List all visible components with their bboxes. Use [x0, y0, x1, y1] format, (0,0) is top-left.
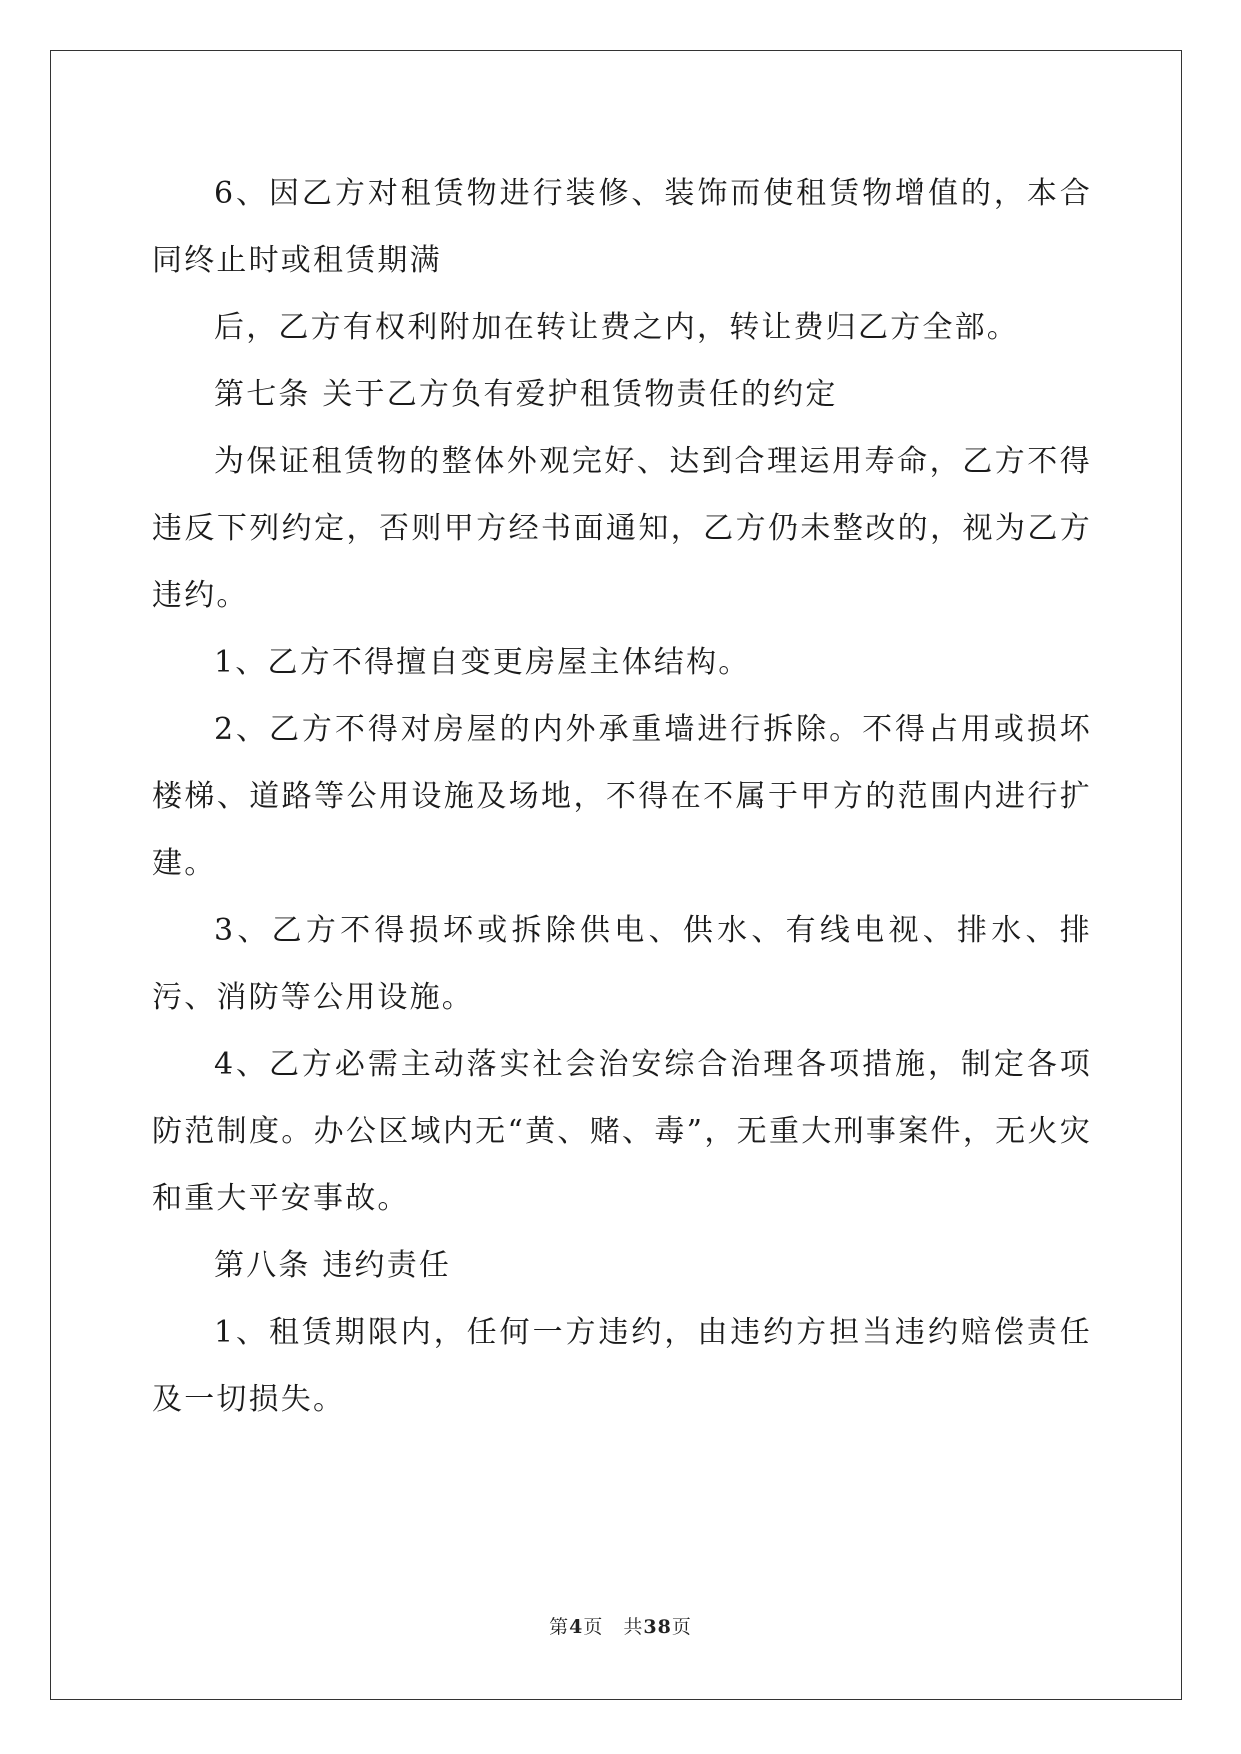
paragraph-item-2: 2、乙方不得对房屋的内外承重墙进行拆除。不得占用或损坏楼梯、道路等公用设施及场地，不得在不属于甲方的范围内进行扩建。	[152, 712, 1092, 881]
paragraph-item-4: 4、乙方必需主动落实社会治安综合治理各项措施，制定各项防范制度。办公区域内无“黄、赌、毒”，无重大刑事案件，无火灾和重大平安事故。	[152, 1047, 1092, 1216]
current-page-number: 4	[569, 1616, 584, 1638]
page-footer	[0, 1612, 1241, 1639]
document-body	[152, 160, 1092, 1433]
paragraph-item-1: 1、乙方不得擅自变更房屋主体结构。	[214, 645, 751, 680]
footer-page-suffix: 页	[583, 1616, 604, 1638]
total-page-count: 38	[643, 1616, 672, 1638]
article-7-heading: 第七条 关于乙方负有爱护租赁物责任的约定	[214, 377, 838, 412]
paragraph-article-8-item-1: 1、租赁期限内，任何一方违约，由违约方担当违约赔偿责任及一切损失。	[152, 1315, 1092, 1417]
paragraph-item-3: 3、乙方不得损坏或拆除供电、供水、有线电视、排水、排污、消防等公用设施。	[152, 913, 1092, 1015]
article-8-heading: 第八条 违约责任	[214, 1248, 452, 1283]
paragraph-article-7-intro: 为保证租赁物的整体外观完好、达到合理运用寿命，乙方不得违反下列约定，否则甲方经书面通知，乙方仍未整改的，视为乙方违约。	[152, 444, 1092, 613]
footer-total-prefix: 共	[623, 1616, 644, 1638]
footer-prefix: 第	[549, 1616, 570, 1638]
footer-total-suffix: 页	[671, 1616, 692, 1638]
paragraph-clause-6-continued: 后，乙方有权利附加在转让费之内，转让费归乙方全部。	[214, 310, 1019, 345]
paragraph-clause-6: 6、因乙方对租赁物进行装修、装饰而使租赁物增值的，本合同终止时或租赁期满	[152, 176, 1092, 278]
